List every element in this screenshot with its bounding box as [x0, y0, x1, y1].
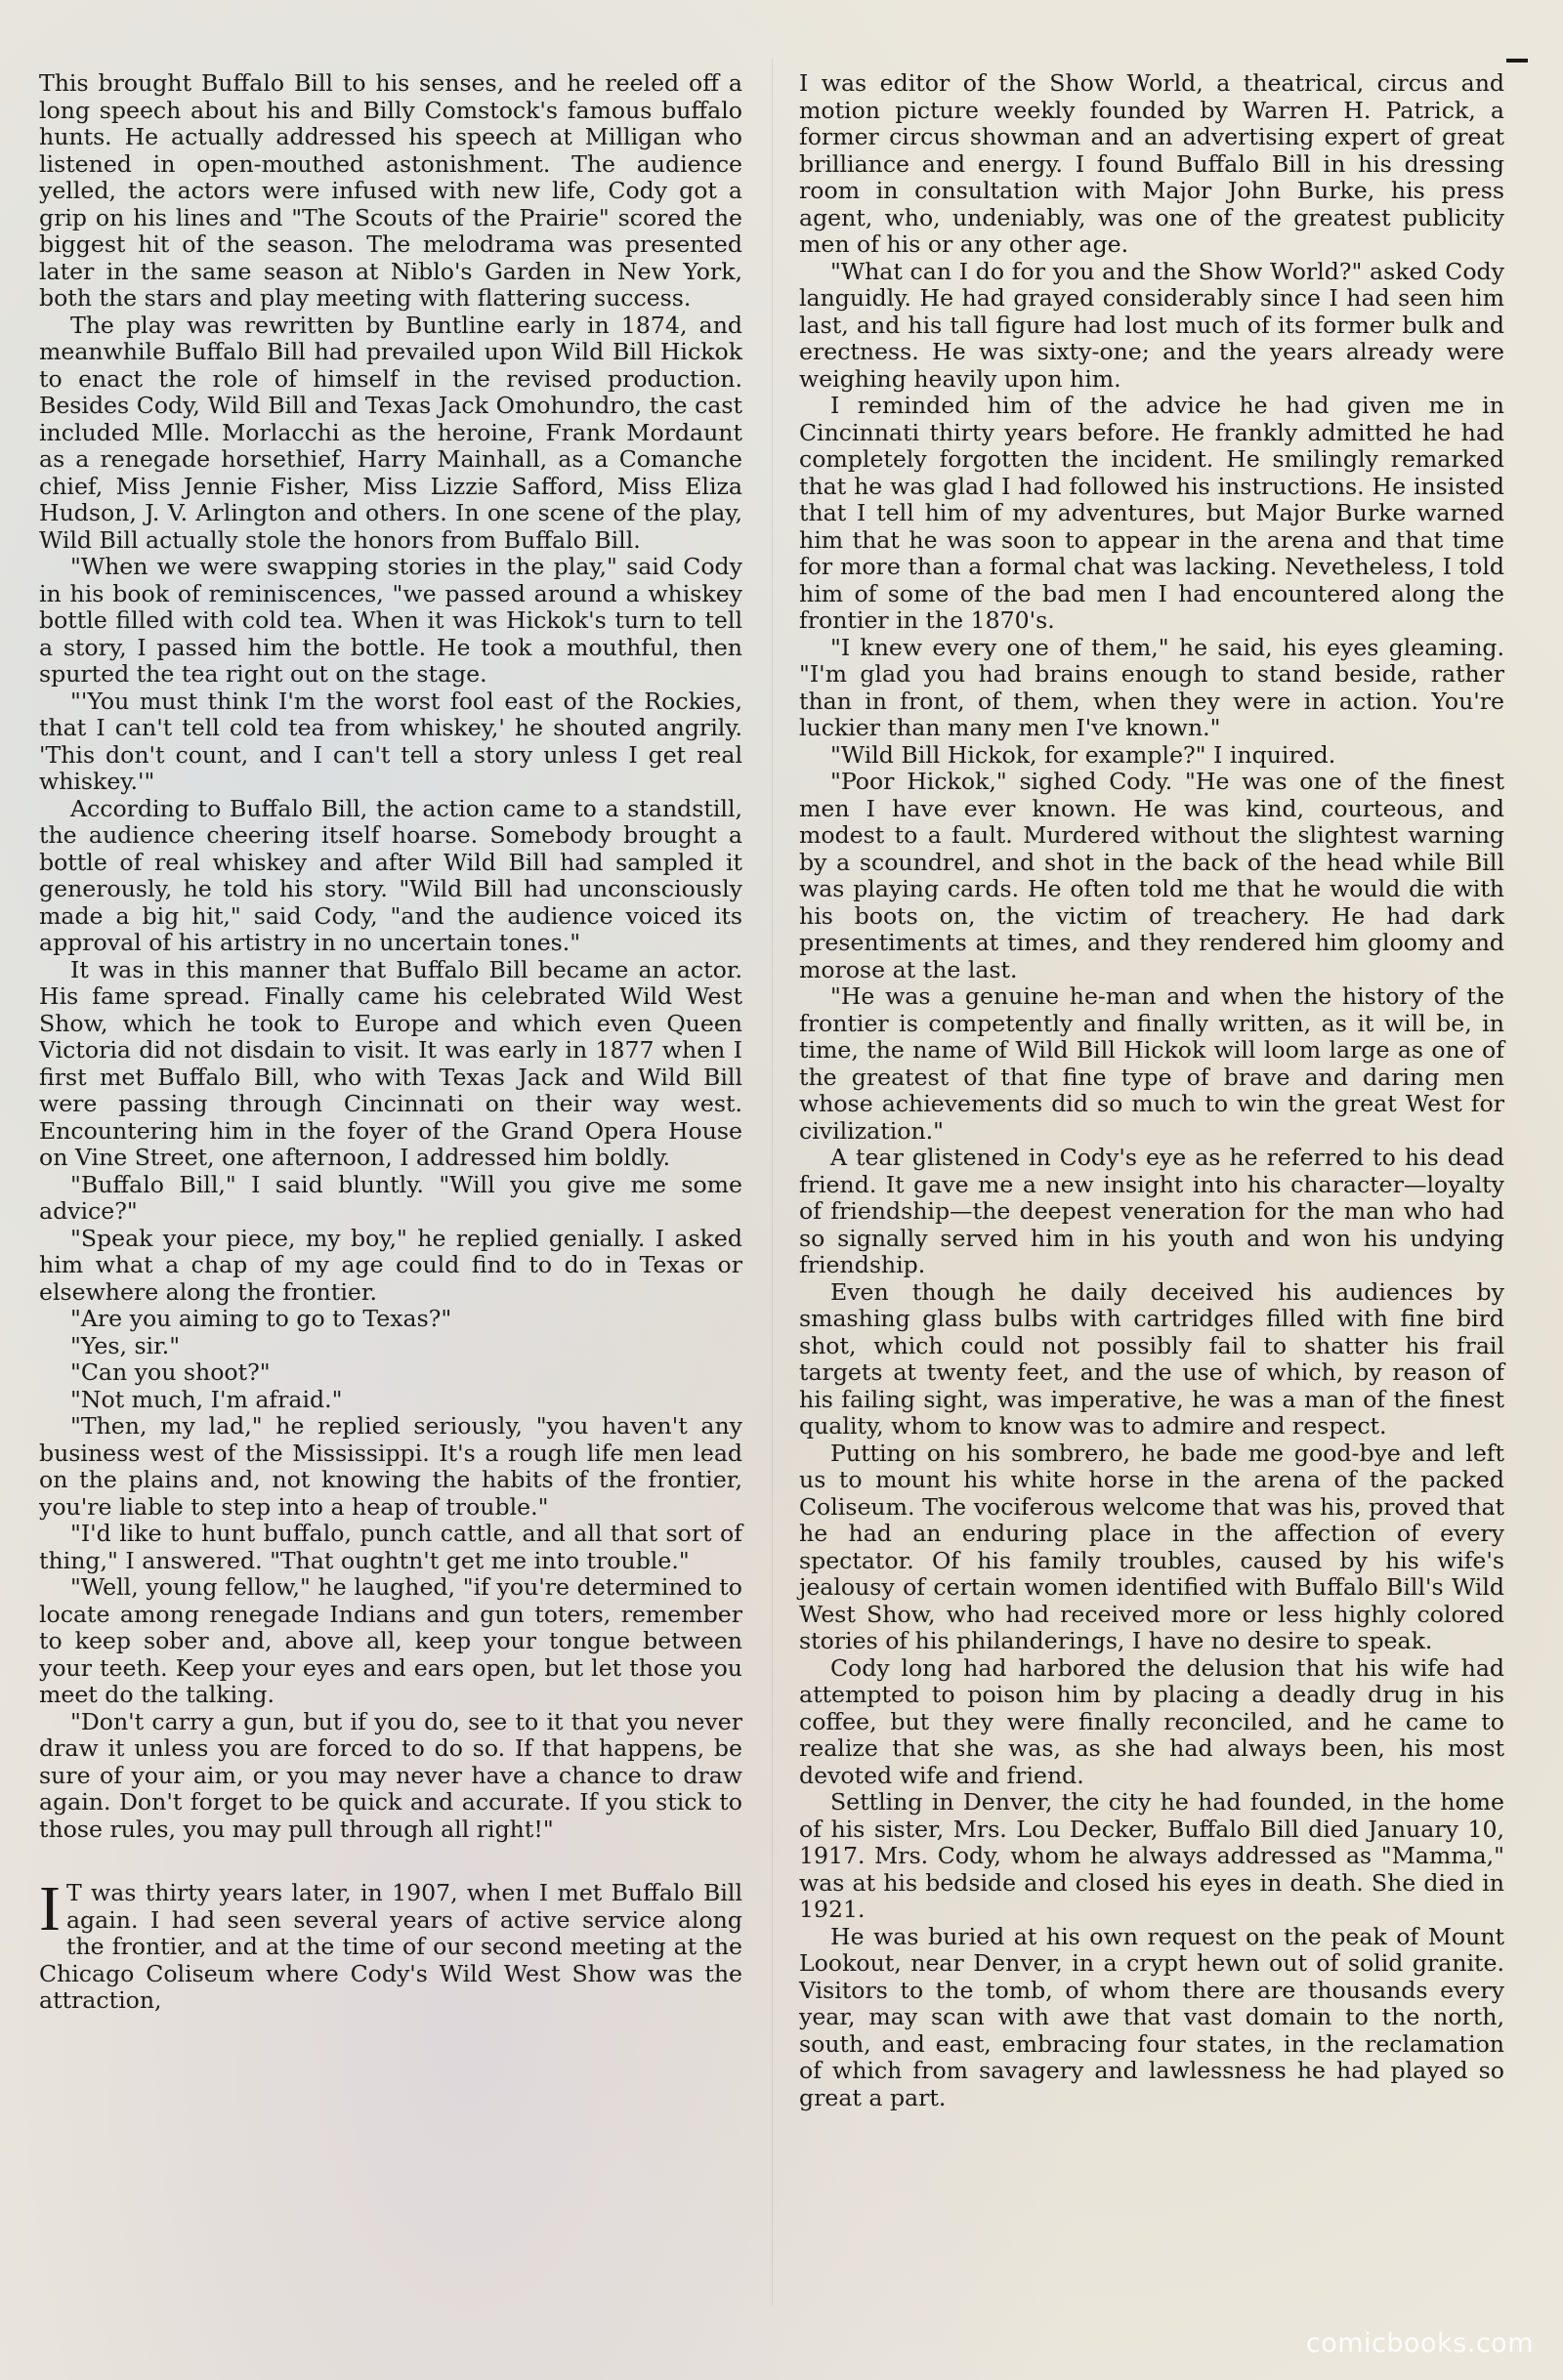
paragraph: Putting on his sombrero, he bade me good-bye and left us to mount his white horse in the arena of the packed Coliseum. The vociferous welcome that was his, proved that he had an enduring place in the affection of every spectator. Of his family troubles, caused by his wife's jealousy of certain women identified with Buffalo Bill's Wild West Show, who had received more or less highly colored stories of his philanderings, I have no desire to speak. [799, 1439, 1504, 1654]
paragraph: This brought Buffalo Bill to his senses, and he reeled off a long speech about his and Billy Comstock's famous buffalo hunts. He actually addressed his speech at Milligan who listened in open-mouthed astonishment. The audience yelled, the actors were infused with new life, Cody got a grip on his lines and "The Scouts of the Prairie" scored the biggest hit of the season. The melodrama was presented later in the same season at Niblo's Garden in New York, both the stars and play meeting with flattering success. [39, 69, 742, 312]
right-column [799, 70, 1504, 2111]
section-lead-text: T was thirty years later, in 1907, when I met Buffalo Bill again. I had seen several years of active service along the frontier, and at the time of our second meeting at the Chicago Coliseum where Cody's Wild West Show was the attraction, [39, 1879, 742, 2014]
paragraph: Cody long had harbored the delusion that his wife had attempted to poison him by placing a deadly drug in his coffee, but they were finally reconciled, and he came to realize that she was, as she had always been, his most devoted wife and friend. [799, 1653, 1504, 1789]
paragraph: "'You must think I'm the worst fool east of the Rockies, that I can't tell cold tea from whiskey,' he shouted angrily. 'This don't count, and I can't tell a story unless I get real whiskey.'" [39, 687, 742, 795]
left-column [39, 70, 742, 2015]
paragraph: "Then, my lad," he replied seriously, "you haven't any business west of the Mississippi. It's a rough life men lead on the plains and, not knowing the habits of the frontier, you're liable to step into a heap of trouble." [39, 1412, 742, 1521]
paragraph: "When we were swapping stories in the play," said Cody in his book of reminiscences, "we passed around a whiskey bottle filled with cold tea. When it was Hickok's turn to tell a story, I passed him the bottle. He took a mouthful, then spurted the tea right out on the stage. [39, 553, 742, 688]
paragraph: "Not much, I'm afraid." [70, 1385, 343, 1413]
section-lead-paragraph [39, 1873, 742, 2015]
paragraph: "He was a genuine he-man and when the history of the frontier is competently and finally written, as it will be, in time, the name of Wild Bill Hickok will loom large as one of the greatest of that fine type of brave and daring men whose achievements did so much to win the great West for civilization." [799, 982, 1504, 1145]
paragraph: I reminded him of the advice he had given me in Cincinnati thirty years before. He frankly admitted he had completely forgotten the incident. He smilingly remarked that he was glad I had followed his instructions. He insisted that I tell him of my adventures, but Major Burke warned him that he was soon to appear in the arena and that time for more than a formal chat was lacking. Nevetheless, I told him of some of the bad men I had encountered along the frontier in the 1870's. [799, 392, 1504, 634]
paragraph: "Speak your piece, my boy," he replied genially. I asked him what a chap of my age could find to do in Texas or elsewhere along the frontier. [39, 1224, 742, 1306]
paragraph: "Yes, sir." [70, 1331, 181, 1359]
paragraph: He was buried at his own request on the peak of Mount Lookout, near Denver, in a crypt hewn out of solid granite. Visitors to the tomb, of whom there are thousands every year, may scan with awe that vast domain to the north, south, and east, embracing four states, in the reclamation of which from savagery and lawlessness he had played so great a part. [799, 1922, 1504, 2111]
paragraph: A tear glistened in Cody's eye as he referred to his dead friend. It gave me a new insight into his character—loyalty of friendship—the deepest veneration for the man who had so signally served him in his youth and won his undying friendship. [799, 1144, 1504, 1278]
corner-mark [1506, 59, 1528, 63]
drop-cap: I [39, 1873, 61, 1944]
section-break [39, 1873, 742, 2015]
paragraph: "Buffalo Bill," I said bluntly. "Will you give me some advice?" [39, 1170, 742, 1225]
paragraph: Even though he daily deceived his audiences by smashing glass bulbs with cartridges filled with fine bird shot, which could not possibly fail to shatter his frail targets at twenty feet, and the use of which, by reason of his failing sight, was imperative, he was a man of the finest quality, whom to know was to admire and respect. [799, 1277, 1504, 1440]
column-divider [772, 59, 773, 2305]
paragraph: "Well, young fellow," he laughed, "if you're determined to locate among renegade Indians and gun toters, remember to keep sober and, above all, keep your tongue between your teeth. Keep your eyes and ears open, but let those you meet do the talking. [39, 1573, 742, 1708]
paragraph: "Wild Bill Hickok, for example?" I inquired. [830, 740, 1336, 769]
paragraph: "What can I do for you and the Show World?" asked Cody languidly. He had grayed considerably since I had seen him last, and his tall figure had lost much of its former bulk and erectness. He was sixty-one; and the years already were weighing heavily upon him. [799, 257, 1504, 393]
paragraph: The play was rewritten by Buntline early in 1874, and meanwhile Buffalo Bill had prevailed upon Wild Bill Hickok to enact the role of himself in the revised production. Besides Cody, Wild Bill and Texas Jack Omohundro, the cast included Mlle. Morlacchi as the heroine, Frank Mordaunt as a renegade horsethief, Harry Mainhall, as a Comanche chief, Miss Jennie Fisher, Miss Lizzie Safford, Miss Eliza Hudson, J. V. Arlington and others. In one scene of the play, Wild Bill actually stole the honors from Buffalo Bill. [39, 311, 742, 554]
paragraph: "Poor Hickok," sighed Cody. "He was one of the finest men I have ever known. He was kind, courteous, and modest to a fault. Murdered without the slightest warning by a scoundrel, and shot in the back of the head while Bill was playing cards. He often told me that he would die with his boots on, the victim of treachery. He had dark presentiments at times, and they rendered him gloomy and morose at the last. [799, 768, 1504, 983]
paragraph: Settling in Denver, the city he had founded, in the home of his sister, Mrs. Lou Decker, Buffalo Bill died January 10, 1917. Mrs. Cody, whom he always addressed as "Mamma," was at his bedside and closed his eyes in death. She died in 1921. [799, 1788, 1504, 1923]
paragraph: According to Buffalo Bill, the action came to a standstill, the audience cheering itself hoarse. Somebody brought a bottle of real whiskey and after Wild Bill had sampled it generously, he told his story. "Wild Bill had unconsciously made a big hit," said Cody, "and the audience voiced its approval of his artistry in no uncertain tones." [39, 794, 742, 956]
paragraph: "Don't carry a gun, but if you do, see to it that you never draw it unless you are forced to do so. If that happens, be sure of your aim, or you may never have a chance to draw again. Don't forget to be quick and accurate. If you stick to those rules, you may pull through all right!" [39, 1707, 742, 1843]
paragraph: "I'd like to hunt buffalo, punch cattle, and all that sort of thing," I answered. "That oughtn't get me into trouble." [39, 1520, 742, 1574]
site-watermark: comicbooks.com [1305, 2328, 1534, 2359]
paragraph: "Can you shoot?" [70, 1358, 271, 1386]
paragraph: It was in this manner that Buffalo Bill became an actor. His fame spread. Finally came his celebrated Wild West Show, which he took to Europe and which even Queen Victoria did not disdain to visit. It was early in 1877 when I first met Buffalo Bill, who with Texas Jack and Wild Bill were passing through Cincinnati on their way west. Encountering him in the foyer of the Grand Opera House on Vine Street, one afternoon, I addressed him boldly. [39, 955, 742, 1171]
paragraph: "I knew every one of them," he said, his eyes gleaming. "I'm glad you had brains enough to stand beside, rather than in front, of them, when they were in action. You're luckier than many men I've known." [799, 633, 1504, 741]
paragraph: "Are you aiming to go to Texas?" [70, 1305, 452, 1332]
paragraph: I was editor of the Show World, a theatrical, circus and motion picture weekly founded by Warren H. Patrick, a former circus showman and an advertising expert of great brilliance and energy. I found Buffalo Bill in his dressing room in consultation with Major John Burke, his press agent, who, undeniably, was one of the greatest publicity men of his or any other age. [799, 69, 1504, 258]
